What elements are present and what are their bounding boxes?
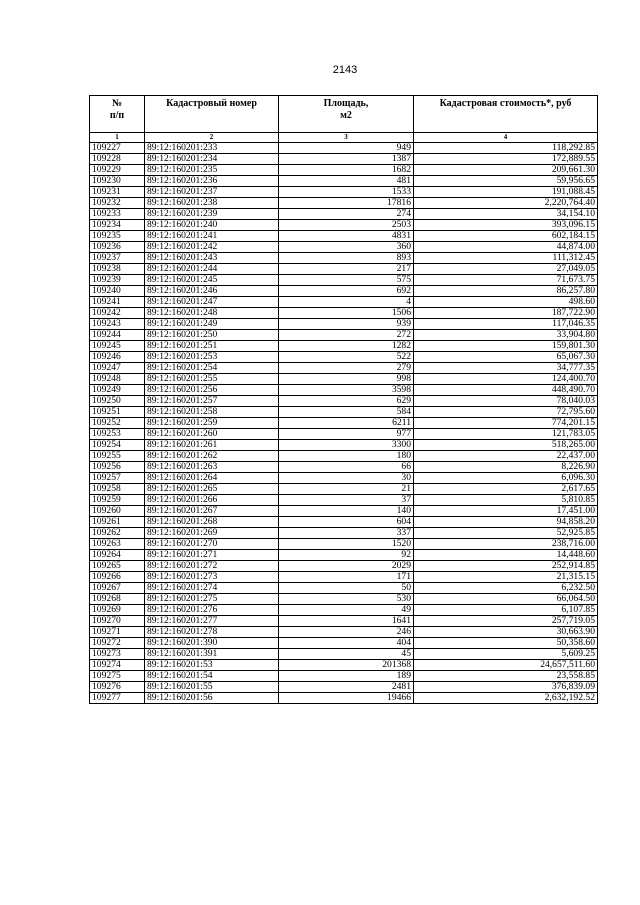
cadastral-value-cell: 34,777.35 bbox=[414, 363, 598, 374]
table-row bbox=[90, 605, 598, 616]
header-row-number: № п/п bbox=[90, 96, 145, 133]
cadastral-number-cell: 89:12:160201:233 bbox=[145, 143, 279, 154]
cadastral-number-cell: 89:12:160201:238 bbox=[145, 198, 279, 209]
cadastral-number-cell: 89:12:160201:264 bbox=[145, 473, 279, 484]
table-row bbox=[90, 495, 598, 506]
cadastral-value-cell: 6,096.30 bbox=[414, 473, 598, 484]
row-number-cell: 109229 bbox=[90, 165, 145, 176]
area-cell: 949 bbox=[279, 143, 414, 154]
row-number-cell: 109259 bbox=[90, 495, 145, 506]
cadastral-value-cell: 238,716.00 bbox=[414, 539, 598, 550]
area-cell: 1520 bbox=[279, 539, 414, 550]
table-row bbox=[90, 671, 598, 682]
header-area: Площадь, м2 bbox=[279, 96, 414, 133]
cadastral-value-cell: 121,783.05 bbox=[414, 429, 598, 440]
area-cell: 939 bbox=[279, 319, 414, 330]
area-cell: 49 bbox=[279, 605, 414, 616]
cadastral-table bbox=[89, 95, 598, 704]
cadastral-number-cell: 89:12:160201:259 bbox=[145, 418, 279, 429]
area-cell: 977 bbox=[279, 429, 414, 440]
cadastral-value-cell: 72,795.60 bbox=[414, 407, 598, 418]
table-column-numbers-row bbox=[90, 133, 598, 143]
cadastral-number-cell: 89:12:160201:240 bbox=[145, 220, 279, 231]
cadastral-number-cell: 89:12:160201:56 bbox=[145, 693, 279, 704]
cadastral-number-cell: 89:12:160201:256 bbox=[145, 385, 279, 396]
row-number-cell: 109239 bbox=[90, 275, 145, 286]
table-row bbox=[90, 253, 598, 264]
table-row bbox=[90, 517, 598, 528]
row-number-cell: 109227 bbox=[90, 143, 145, 154]
table-row bbox=[90, 407, 598, 418]
area-cell: 522 bbox=[279, 352, 414, 363]
cadastral-value-cell: 191,088.45 bbox=[414, 187, 598, 198]
table-row bbox=[90, 319, 598, 330]
cadastral-number-cell: 89:12:160201:268 bbox=[145, 517, 279, 528]
cadastral-value-cell: 14,448.60 bbox=[414, 550, 598, 561]
table-header-row bbox=[90, 96, 598, 133]
cadastral-number-cell: 89:12:160201:239 bbox=[145, 209, 279, 220]
area-cell: 45 bbox=[279, 649, 414, 660]
cadastral-number-cell: 89:12:160201:245 bbox=[145, 275, 279, 286]
cadastral-number-cell: 89:12:160201:269 bbox=[145, 528, 279, 539]
cadastral-value-cell: 8,226.90 bbox=[414, 462, 598, 473]
row-number-cell: 109258 bbox=[90, 484, 145, 495]
table-row bbox=[90, 550, 598, 561]
cadastral-number-cell: 89:12:160201:270 bbox=[145, 539, 279, 550]
table-row bbox=[90, 198, 598, 209]
area-cell: 998 bbox=[279, 374, 414, 385]
area-cell: 37 bbox=[279, 495, 414, 506]
cadastral-value-cell: 24,657,511.60 bbox=[414, 660, 598, 671]
area-cell: 21 bbox=[279, 484, 414, 495]
area-cell: 692 bbox=[279, 286, 414, 297]
cadastral-number-cell: 89:12:160201:241 bbox=[145, 231, 279, 242]
row-number-cell: 109257 bbox=[90, 473, 145, 484]
cadastral-number-cell: 89:12:160201:258 bbox=[145, 407, 279, 418]
cadastral-number-cell: 89:12:160201:267 bbox=[145, 506, 279, 517]
table-row bbox=[90, 572, 598, 583]
area-cell: 180 bbox=[279, 451, 414, 462]
cadastral-value-cell: 448,490.70 bbox=[414, 385, 598, 396]
row-number-cell: 109244 bbox=[90, 330, 145, 341]
header-cadastral-number: Кадастровый номер bbox=[145, 96, 279, 133]
cadastral-value-cell: 71,673.75 bbox=[414, 275, 598, 286]
table-row bbox=[90, 682, 598, 693]
cadastral-number-cell: 89:12:160201:244 bbox=[145, 264, 279, 275]
table-row bbox=[90, 341, 598, 352]
cadastral-value-cell: 78,040.03 bbox=[414, 396, 598, 407]
row-number-cell: 109271 bbox=[90, 627, 145, 638]
cadastral-number-cell: 89:12:160201:253 bbox=[145, 352, 279, 363]
table-body bbox=[90, 143, 598, 704]
cadastral-number-cell: 89:12:160201:257 bbox=[145, 396, 279, 407]
cadastral-number-cell: 89:12:160201:251 bbox=[145, 341, 279, 352]
row-number-cell: 109268 bbox=[90, 594, 145, 605]
cadastral-number-cell: 89:12:160201:255 bbox=[145, 374, 279, 385]
area-cell: 629 bbox=[279, 396, 414, 407]
table-row bbox=[90, 539, 598, 550]
cadastral-value-cell: 52,925.85 bbox=[414, 528, 598, 539]
cadastral-value-cell: 118,292.85 bbox=[414, 143, 598, 154]
area-cell: 1282 bbox=[279, 341, 414, 352]
area-cell: 19466 bbox=[279, 693, 414, 704]
cadastral-value-cell: 6,232.50 bbox=[414, 583, 598, 594]
table-row bbox=[90, 231, 598, 242]
row-number-cell: 109269 bbox=[90, 605, 145, 616]
row-number-cell: 109241 bbox=[90, 297, 145, 308]
cadastral-value-cell: 27,049.05 bbox=[414, 264, 598, 275]
area-cell: 272 bbox=[279, 330, 414, 341]
table-row bbox=[90, 330, 598, 341]
table-row bbox=[90, 165, 598, 176]
area-cell: 2029 bbox=[279, 561, 414, 572]
table-row bbox=[90, 484, 598, 495]
cadastral-value-cell: 498.60 bbox=[414, 297, 598, 308]
table-row bbox=[90, 506, 598, 517]
cadastral-value-cell: 44,874.00 bbox=[414, 242, 598, 253]
area-cell: 279 bbox=[279, 363, 414, 374]
table-row bbox=[90, 264, 598, 275]
table-row bbox=[90, 374, 598, 385]
row-number-cell: 109270 bbox=[90, 616, 145, 627]
table-row bbox=[90, 308, 598, 319]
cadastral-value-cell: 518,265.00 bbox=[414, 440, 598, 451]
table-row bbox=[90, 275, 598, 286]
row-number-cell: 109243 bbox=[90, 319, 145, 330]
area-cell: 1641 bbox=[279, 616, 414, 627]
area-cell: 274 bbox=[279, 209, 414, 220]
cadastral-number-cell: 89:12:160201:235 bbox=[145, 165, 279, 176]
row-number-cell: 109262 bbox=[90, 528, 145, 539]
row-number-cell: 109255 bbox=[90, 451, 145, 462]
row-number-cell: 109245 bbox=[90, 341, 145, 352]
cadastral-value-cell: 30,663.90 bbox=[414, 627, 598, 638]
cadastral-number-cell: 89:12:160201:53 bbox=[145, 660, 279, 671]
cadastral-number-cell: 89:12:160201:390 bbox=[145, 638, 279, 649]
row-number-cell: 109275 bbox=[90, 671, 145, 682]
cadastral-number-cell: 89:12:160201:271 bbox=[145, 550, 279, 561]
cadastral-value-cell: 376,839.09 bbox=[414, 682, 598, 693]
cadastral-number-cell: 89:12:160201:54 bbox=[145, 671, 279, 682]
area-cell: 481 bbox=[279, 176, 414, 187]
table-row bbox=[90, 627, 598, 638]
area-cell: 6211 bbox=[279, 418, 414, 429]
table-row bbox=[90, 462, 598, 473]
area-cell: 584 bbox=[279, 407, 414, 418]
table-row bbox=[90, 583, 598, 594]
cadastral-number-cell: 89:12:160201:391 bbox=[145, 649, 279, 660]
table-row bbox=[90, 187, 598, 198]
cadastral-value-cell: 124,400.70 bbox=[414, 374, 598, 385]
row-number-cell: 109236 bbox=[90, 242, 145, 253]
area-cell: 337 bbox=[279, 528, 414, 539]
cadastral-number-cell: 89:12:160201:242 bbox=[145, 242, 279, 253]
row-number-cell: 109228 bbox=[90, 154, 145, 165]
cadastral-value-cell: 2,617.65 bbox=[414, 484, 598, 495]
area-cell: 2481 bbox=[279, 682, 414, 693]
row-number-cell: 109252 bbox=[90, 418, 145, 429]
cadastral-value-cell: 65,067.30 bbox=[414, 352, 598, 363]
cadastral-value-cell: 774,201.15 bbox=[414, 418, 598, 429]
table-row bbox=[90, 528, 598, 539]
row-number-cell: 109235 bbox=[90, 231, 145, 242]
area-cell: 1533 bbox=[279, 187, 414, 198]
row-number-cell: 109238 bbox=[90, 264, 145, 275]
area-cell: 50 bbox=[279, 583, 414, 594]
row-number-cell: 109273 bbox=[90, 649, 145, 660]
cadastral-number-cell: 89:12:160201:276 bbox=[145, 605, 279, 616]
row-number-cell: 109276 bbox=[90, 682, 145, 693]
row-number-cell: 109264 bbox=[90, 550, 145, 561]
row-number-cell: 109260 bbox=[90, 506, 145, 517]
cadastral-value-cell: 34,154.10 bbox=[414, 209, 598, 220]
area-cell: 1387 bbox=[279, 154, 414, 165]
table-row bbox=[90, 418, 598, 429]
area-cell: 171 bbox=[279, 572, 414, 583]
cadastral-number-cell: 89:12:160201:278 bbox=[145, 627, 279, 638]
cadastral-number-cell: 89:12:160201:250 bbox=[145, 330, 279, 341]
area-cell: 3598 bbox=[279, 385, 414, 396]
table-row bbox=[90, 143, 598, 154]
cadastral-value-cell: 172,889.55 bbox=[414, 154, 598, 165]
table-row bbox=[90, 286, 598, 297]
table-row bbox=[90, 154, 598, 165]
cadastral-value-cell: 111,312.45 bbox=[414, 253, 598, 264]
area-cell: 2503 bbox=[279, 220, 414, 231]
area-cell: 30 bbox=[279, 473, 414, 484]
cadastral-value-cell: 209,661.30 bbox=[414, 165, 598, 176]
cadastral-value-cell: 6,107.85 bbox=[414, 605, 598, 616]
area-cell: 189 bbox=[279, 671, 414, 682]
cadastral-value-cell: 94,858.20 bbox=[414, 517, 598, 528]
row-number-cell: 109274 bbox=[90, 660, 145, 671]
table-row bbox=[90, 451, 598, 462]
table-row bbox=[90, 660, 598, 671]
cadastral-value-cell: 66,064.50 bbox=[414, 594, 598, 605]
table-row bbox=[90, 176, 598, 187]
area-cell: 140 bbox=[279, 506, 414, 517]
cadastral-number-cell: 89:12:160201:266 bbox=[145, 495, 279, 506]
cadastral-value-cell: 59,956.65 bbox=[414, 176, 598, 187]
row-number-cell: 109248 bbox=[90, 374, 145, 385]
column-number-1: 1 bbox=[90, 133, 145, 143]
row-number-cell: 109237 bbox=[90, 253, 145, 264]
cadastral-number-cell: 89:12:160201:272 bbox=[145, 561, 279, 572]
cadastral-number-cell: 89:12:160201:236 bbox=[145, 176, 279, 187]
cadastral-value-cell: 33,904.80 bbox=[414, 330, 598, 341]
table-row bbox=[90, 649, 598, 660]
cadastral-value-cell: 252,914.85 bbox=[414, 561, 598, 572]
cadastral-value-cell: 21,315.15 bbox=[414, 572, 598, 583]
cadastral-number-cell: 89:12:160201:247 bbox=[145, 297, 279, 308]
column-number-3: 3 bbox=[279, 133, 414, 143]
row-number-cell: 109246 bbox=[90, 352, 145, 363]
row-number-cell: 109249 bbox=[90, 385, 145, 396]
area-cell: 4 bbox=[279, 297, 414, 308]
row-number-cell: 109231 bbox=[90, 187, 145, 198]
cadastral-number-cell: 89:12:160201:248 bbox=[145, 308, 279, 319]
table-row bbox=[90, 638, 598, 649]
area-cell: 1506 bbox=[279, 308, 414, 319]
cadastral-value-cell: 602,184.15 bbox=[414, 231, 598, 242]
cadastral-number-cell: 89:12:160201:274 bbox=[145, 583, 279, 594]
row-number-cell: 109272 bbox=[90, 638, 145, 649]
area-cell: 201368 bbox=[279, 660, 414, 671]
cadastral-number-cell: 89:12:160201:260 bbox=[145, 429, 279, 440]
area-cell: 530 bbox=[279, 594, 414, 605]
area-cell: 604 bbox=[279, 517, 414, 528]
row-number-cell: 109267 bbox=[90, 583, 145, 594]
cadastral-number-cell: 89:12:160201:277 bbox=[145, 616, 279, 627]
row-number-cell: 109240 bbox=[90, 286, 145, 297]
cadastral-value-cell: 22,437.00 bbox=[414, 451, 598, 462]
row-number-cell: 109277 bbox=[90, 693, 145, 704]
column-number-4: 4 bbox=[414, 133, 598, 143]
cadastral-number-cell: 89:12:160201:273 bbox=[145, 572, 279, 583]
row-number-cell: 109261 bbox=[90, 517, 145, 528]
cadastral-number-cell: 89:12:160201:254 bbox=[145, 363, 279, 374]
area-cell: 893 bbox=[279, 253, 414, 264]
table-row bbox=[90, 209, 598, 220]
area-cell: 17816 bbox=[279, 198, 414, 209]
cadastral-number-cell: 89:12:160201:261 bbox=[145, 440, 279, 451]
cadastral-number-cell: 89:12:160201:262 bbox=[145, 451, 279, 462]
row-number-cell: 109263 bbox=[90, 539, 145, 550]
area-cell: 66 bbox=[279, 462, 414, 473]
area-cell: 246 bbox=[279, 627, 414, 638]
table-row bbox=[90, 429, 598, 440]
table-row bbox=[90, 220, 598, 231]
cadastral-value-cell: 117,046.35 bbox=[414, 319, 598, 330]
table-row bbox=[90, 440, 598, 451]
row-number-cell: 109250 bbox=[90, 396, 145, 407]
cadastral-value-cell: 257,719.05 bbox=[414, 616, 598, 627]
cadastral-number-cell: 89:12:160201:246 bbox=[145, 286, 279, 297]
row-number-cell: 109256 bbox=[90, 462, 145, 473]
row-number-cell: 109253 bbox=[90, 429, 145, 440]
table-row bbox=[90, 242, 598, 253]
row-number-cell: 109254 bbox=[90, 440, 145, 451]
cadastral-value-cell: 23,558.85 bbox=[414, 671, 598, 682]
cadastral-number-cell: 89:12:160201:265 bbox=[145, 484, 279, 495]
table-row bbox=[90, 363, 598, 374]
area-cell: 360 bbox=[279, 242, 414, 253]
area-cell: 92 bbox=[279, 550, 414, 561]
cadastral-number-cell: 89:12:160201:263 bbox=[145, 462, 279, 473]
row-number-cell: 109232 bbox=[90, 198, 145, 209]
cadastral-value-cell: 86,257.80 bbox=[414, 286, 598, 297]
cadastral-value-cell: 17,451.00 bbox=[414, 506, 598, 517]
row-number-cell: 109247 bbox=[90, 363, 145, 374]
cadastral-number-cell: 89:12:160201:237 bbox=[145, 187, 279, 198]
header-cadastral-value: Кадастровая стоимость*, руб bbox=[414, 96, 598, 133]
row-number-cell: 109242 bbox=[90, 308, 145, 319]
cadastral-value-cell: 2,632,192.52 bbox=[414, 693, 598, 704]
area-cell: 1682 bbox=[279, 165, 414, 176]
cadastral-number-cell: 89:12:160201:249 bbox=[145, 319, 279, 330]
cadastral-value-cell: 187,722.90 bbox=[414, 308, 598, 319]
cadastral-number-cell: 89:12:160201:234 bbox=[145, 154, 279, 165]
table-row bbox=[90, 473, 598, 484]
cadastral-value-cell: 50,358.60 bbox=[414, 638, 598, 649]
area-cell: 4831 bbox=[279, 231, 414, 242]
cadastral-number-cell: 89:12:160201:55 bbox=[145, 682, 279, 693]
area-cell: 404 bbox=[279, 638, 414, 649]
cadastral-value-cell: 2,220,764.40 bbox=[414, 198, 598, 209]
row-number-cell: 109230 bbox=[90, 176, 145, 187]
table-row bbox=[90, 594, 598, 605]
table-row bbox=[90, 693, 598, 704]
cadastral-value-cell: 5,609.25 bbox=[414, 649, 598, 660]
cadastral-value-cell: 5,810.85 bbox=[414, 495, 598, 506]
row-number-cell: 109234 bbox=[90, 220, 145, 231]
cadastral-number-cell: 89:12:160201:243 bbox=[145, 253, 279, 264]
area-cell: 3300 bbox=[279, 440, 414, 451]
cadastral-value-cell: 159,801.30 bbox=[414, 341, 598, 352]
area-cell: 575 bbox=[279, 275, 414, 286]
column-number-2: 2 bbox=[145, 133, 279, 143]
cadastral-number-cell: 89:12:160201:275 bbox=[145, 594, 279, 605]
table-row bbox=[90, 352, 598, 363]
row-number-cell: 109251 bbox=[90, 407, 145, 418]
table-row bbox=[90, 616, 598, 627]
table-row bbox=[90, 561, 598, 572]
area-cell: 217 bbox=[279, 264, 414, 275]
table-row bbox=[90, 297, 598, 308]
row-number-cell: 109265 bbox=[90, 561, 145, 572]
row-number-cell: 109233 bbox=[90, 209, 145, 220]
page-number: 2143 bbox=[332, 64, 358, 76]
cadastral-value-cell: 393,096.15 bbox=[414, 220, 598, 231]
row-number-cell: 109266 bbox=[90, 572, 145, 583]
table-row bbox=[90, 396, 598, 407]
table-row bbox=[90, 385, 598, 396]
